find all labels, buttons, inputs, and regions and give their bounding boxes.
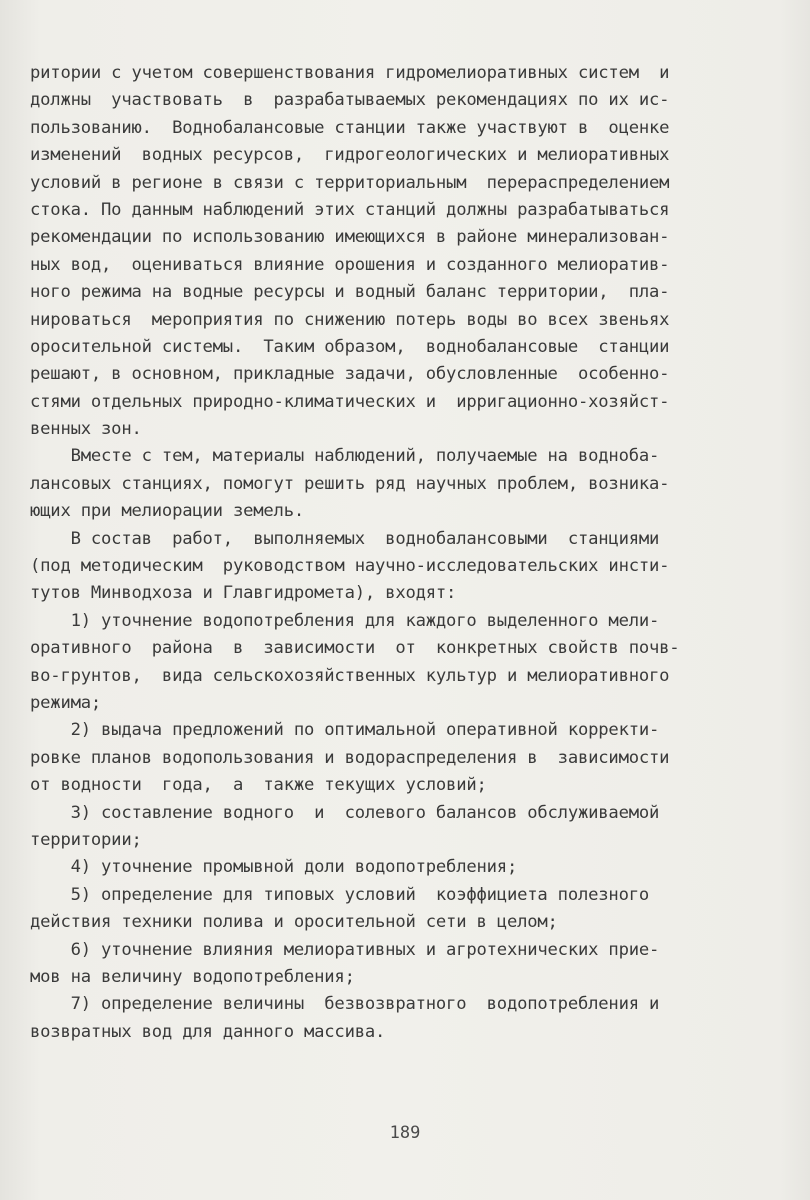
text-line: 7) определение величины безвозвратного водопотребления и (30, 994, 660, 1015)
text-line: должны участвовать в разрабатываемых рекомендациях по их ис- (30, 90, 670, 111)
text-line: изменений водных ресурсов, гидрогеологических и мелиоративных (30, 145, 670, 166)
text-line: ных вод, оцениваться влияние орошения и созданного мелиоратив- (30, 254, 670, 275)
text-line: мов на величину водопотребления; (30, 966, 355, 987)
text-line: 1) уточнение водопотребления для каждого выделенного мели- (30, 610, 660, 631)
text-line: лансовых станциях, помогут решить ряд научных проблем, возника- (30, 473, 670, 494)
text-line: стока. По данным наблюдений этих станций должны разрабатываться (30, 199, 670, 220)
text-line: оративного района в зависимости от конкретных свойств почв- (30, 638, 680, 659)
text-line: нироваться мероприятия по снижению потерь воды во всех звеньях (30, 309, 670, 330)
text-line: 4) уточнение промывной доли водопотребления; (30, 857, 518, 878)
text-line: во-грунтов, вида сельскохозяйственных культур и мелиоративного (30, 665, 670, 686)
text-line: тутов Минводхоза и Главгидромета), входят: (30, 583, 457, 604)
text-line: от водности года, а также текущих условий; (30, 775, 487, 796)
text-line: оросительной системы. Таким образом, воднобалансовые станции (30, 336, 670, 357)
text-line: ровке планов водопользования и водораспределения в зависимости (30, 747, 670, 768)
text-line: возвратных вод для данного массива. (30, 1021, 386, 1042)
text-line: венных зон. (30, 419, 142, 440)
text-line: 5) определение для типовых условий коэффициета полезного (30, 884, 650, 905)
text-line: Вместе с тем, материалы наблюдений, получаемые на воднoба- (30, 446, 660, 467)
text-line: ного режима на водные ресурсы и водный баланс территории, пла- (30, 282, 670, 303)
text-line: действия техники полива и оросительной сети в целом; (30, 912, 558, 933)
text-line: (под методическим руководством научно-исследовательских инсти- (30, 556, 670, 577)
body-text (30, 60, 770, 1046)
text-line: режима; (30, 692, 102, 713)
text-line: 2) выдача предложений по оптимальной оперативной корректи- (30, 720, 660, 741)
text-line: решают, в основном, прикладные задачи, обусловленные особенно- (30, 364, 670, 385)
text-line: 6) уточнение влияния мелиоративных и агротехнических прие- (30, 939, 660, 960)
text-line: условий в регионе в связи с территориальным перераспределением (30, 172, 670, 193)
text-line: стями отдельных природно-климатических и ирригационно-хозяйст- (30, 391, 670, 412)
text-line: 3) составление водного и солевого балансов обслуживаемой (30, 802, 660, 823)
text-line: пользованию. Воднобалансовые станции также участвуют в оценке (30, 117, 670, 138)
text-line: территории; (30, 829, 142, 850)
page-number: 189 (389, 1123, 421, 1143)
text-line: ритории с учетом совершенствования гидромелиоративных систем и (30, 63, 670, 83)
text-line: В состав работ, выполняемых воднобалансовыми станциями (30, 528, 660, 549)
text-line: ющих при мелиорации земель. (30, 501, 304, 522)
text-line: рекомендации по использованию имеющихся в районе минерализован- (30, 227, 670, 248)
